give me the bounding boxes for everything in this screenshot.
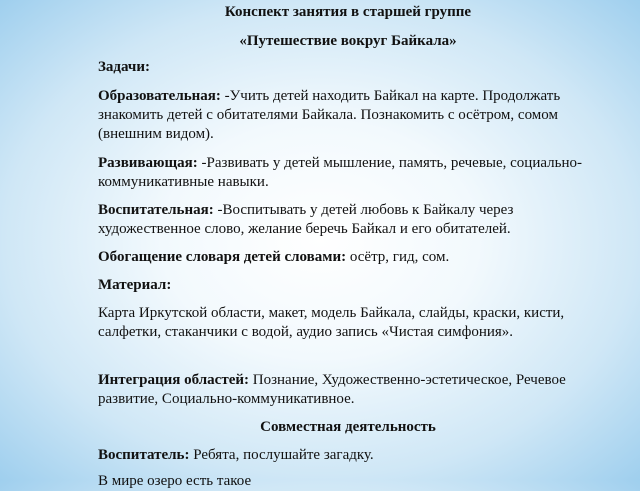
educational-text: -Учить детей находить Байкал на карте. Продолжать знакомить детей с обитателями Байкала. Познакомить с осётром, сомом (внешним видом). bbox=[98, 88, 561, 142]
teacher-label: Воспитатель: bbox=[98, 447, 190, 463]
developmental-label: Развивающая: bbox=[98, 155, 198, 171]
upbringing-text: -Воспитывать у детей любовь к Байкалу через художественное слово, желание беречь Байкал и его обитателей. bbox=[98, 202, 514, 237]
joint-activity-heading: Совместная деятельность bbox=[260, 419, 436, 435]
upbringing-task bbox=[98, 201, 598, 239]
vocabulary-line bbox=[98, 248, 598, 267]
developmental-task bbox=[98, 154, 598, 192]
upbringing-label: Воспитательная: bbox=[98, 202, 214, 218]
material-heading: Материал: bbox=[98, 277, 172, 293]
integration-label: Интеграция областей: bbox=[98, 372, 250, 388]
educational-label: Образовательная: bbox=[98, 88, 221, 104]
vocabulary-label: Обогащение словаря детей словами: bbox=[98, 249, 347, 265]
tasks-heading: Задачи: bbox=[98, 59, 151, 75]
vocabulary-text: осётр, гид, сом. bbox=[346, 249, 450, 265]
teacher-line bbox=[98, 446, 598, 465]
teacher-text: Ребята, послушайте загадку. bbox=[189, 447, 374, 463]
integration-line bbox=[98, 371, 598, 409]
document-subtitle: «Путешествие вокруг Байкала» bbox=[239, 33, 457, 49]
educational-task bbox=[98, 87, 598, 144]
developmental-text: -Развивать у детей мышление, память, речевые, социально-коммуникативные навыки. bbox=[98, 155, 582, 190]
riddle-line: В мире озеро есть такое bbox=[98, 473, 252, 489]
material-text: Карта Иркутской области, макет, модель Байкала, слайды, краски, кисти, салфетки, стаканчики с водой, аудио запись «Чистая симфония». bbox=[98, 305, 565, 340]
document-title: Конспект занятия в старшей группе bbox=[224, 4, 472, 20]
integration-text: Познание, Художественно-эстетическое, Речевое развитие, Социально-коммуникативное. bbox=[98, 372, 566, 407]
